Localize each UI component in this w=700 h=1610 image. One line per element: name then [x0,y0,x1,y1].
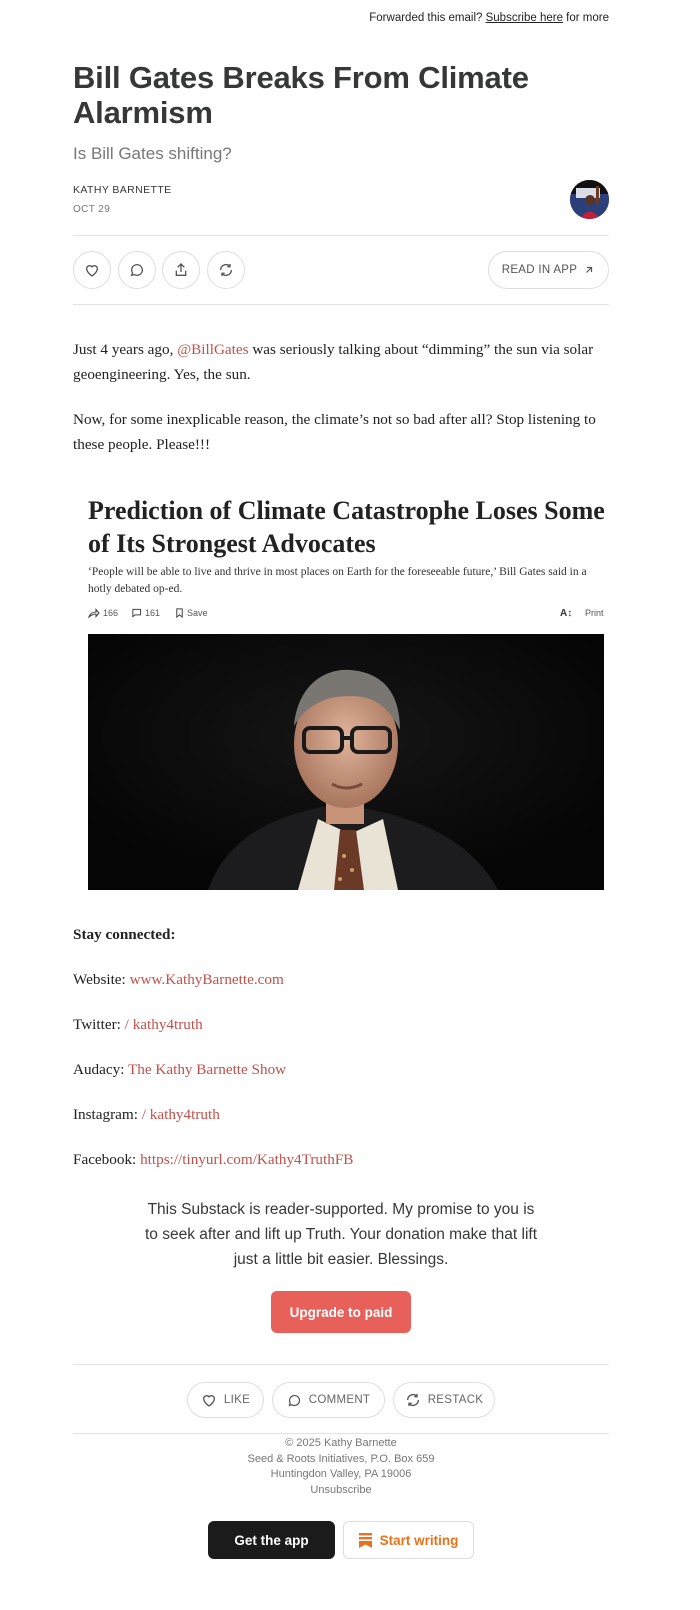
footer [73,1436,609,1498]
text-size-icon: A↕ [560,608,573,619]
body-paragraph-1 [73,337,613,387]
article-screenshot-image[interactable] [88,486,605,892]
read-in-app-label: READ IN APP [501,264,578,276]
instagram-label: Instagram: [73,1106,142,1123]
article-toolbar [88,608,605,624]
post-subtitle: Is Bill Gates shifting? [73,144,232,163]
facebook-label: Facebook: [73,1151,141,1168]
audacy-line [73,1061,286,1079]
comment-bubble-icon [131,608,142,618]
get-the-app-button[interactable]: Get the app [208,1521,335,1559]
copyright: © 2025 Kathy Barnette [285,1437,397,1449]
footer-like-button[interactable] [187,1382,264,1418]
post-title[interactable]: Bill Gates Breaks From Climate Alarmism [73,60,529,130]
divider-actions [73,304,609,305]
article-print-label: Print [585,608,604,618]
article-share-count: 166 [103,608,119,618]
share-button[interactable] [162,251,200,289]
website-label: Website: [73,971,130,988]
author-name[interactable]: KATHY BARNETTE [73,184,172,196]
comment-icon [129,262,145,278]
arrow-up-right-icon [583,264,595,276]
address-line-1: Seed & Roots Initiatives, P.O. Box 659 [247,1452,435,1465]
heart-icon [84,262,100,278]
upgrade-to-paid-button[interactable]: Upgrade to paid [271,1291,411,1333]
website-link[interactable]: www.KathyBarnette.com [129,971,284,988]
bookmark-icon [175,608,184,618]
start-writing-button[interactable] [343,1521,474,1559]
read-in-app-button[interactable] [488,251,609,289]
audacy-link[interactable]: The Kathy Barnette Show [127,1061,287,1078]
instagram-line [73,1106,220,1124]
facebook-line [73,1151,353,1169]
unsubscribe-link[interactable]: Unsubscribe [310,1483,372,1496]
p1-prefix: Just 4 years ago, [73,341,178,358]
mention-billgates-link[interactable]: @BillGates [177,341,249,358]
bill-gates-photo [88,634,604,890]
comment-label: COMMENT [308,1394,371,1406]
p1-suffix: was seriously talking about “dimming” the sun via solar geoengineering. Yes, the sun. [73,341,594,383]
reader-supported-text: This Substack is reader-supported. My promise to you is to seek after and lift up Truth. Your donation make that lift just a little bit easier. Blessings. [144,1201,538,1268]
divider-top [73,235,609,236]
substack-logo-icon [359,1533,372,1548]
restack-label: RESTACK [427,1394,484,1406]
comment-button[interactable] [118,251,156,289]
audacy-label: Audacy: [73,1061,128,1078]
share-arrow-icon [88,608,100,618]
restack-icon [405,1392,421,1408]
heart-icon [201,1392,217,1408]
divider-footer-actions [73,1364,609,1365]
forwarded-suffix: for more [566,12,609,24]
like-label: LIKE [223,1394,251,1406]
divider-footer [73,1433,609,1434]
body-paragraph-2: Now, for some inexplicable reason, the climate’s not so bad after all? Stop listening to these people. Please!!! [73,411,596,453]
article-save-label: Save [187,608,208,618]
restack-icon [218,262,234,278]
stay-connected-heading: Stay connected: [73,926,176,943]
restack-button[interactable] [207,251,245,289]
start-writing-label: Start writing [379,1532,459,1548]
twitter-label: Twitter: [73,1016,125,1033]
footer-restack-button[interactable] [393,1382,495,1418]
website-line [73,971,284,989]
article-comment-count: 161 [145,608,161,618]
author-avatar[interactable] [570,180,609,219]
share-icon [173,262,189,278]
post-date: OCT 29 [73,204,111,215]
footer-comment-button[interactable] [272,1382,385,1418]
like-button[interactable] [73,251,111,289]
forwarded-prefix: Forwarded this email? [369,12,483,24]
instagram-link[interactable]: / kathy4truth [141,1106,220,1123]
facebook-link[interactable]: https://tinyurl.com/Kathy4TruthFB [140,1151,354,1168]
article-headline: Prediction of Climate Catastrophe Loses Some of Its Strongest Advocates [88,496,605,558]
comment-icon [287,1393,302,1408]
article-dek: ‘People will be able to live and thrive in most places on Earth for the foreseeable future,’ Bill Gates said in a hotly debated op-ed. [88,566,587,595]
twitter-line [73,1016,203,1034]
forwarded-notice [369,12,609,24]
subscribe-link[interactable]: Subscribe here [485,12,563,24]
twitter-link[interactable]: / kathy4truth [124,1016,203,1033]
address-line-2: Huntingdon Valley, PA 19006 [270,1468,412,1480]
